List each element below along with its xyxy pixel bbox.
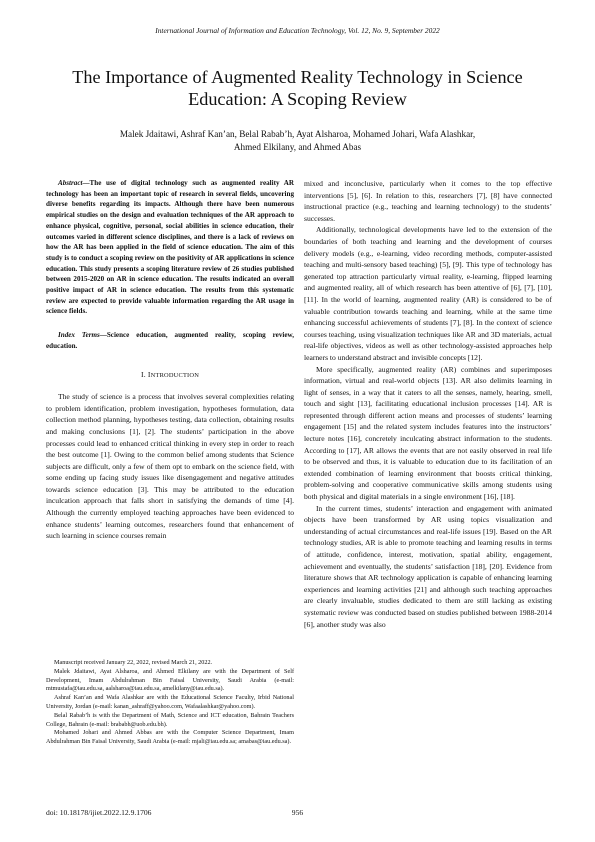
footnote-affiliation-2: Ashraf Kan’an and Wafa Alashkar are with the Educational Science Faculty, Irbid National University, Jordan (e-mail: kanan_ashraff@yahoo.com, Wafaalashkar@yahoo.com). — [46, 694, 294, 710]
footnote-affiliation-4: Mohamed Johari and Ahmed Abbas are with the Computer Science Department, Imam Abdulrahman Bin Faisal University, Saudi Arabia (e-mail: mjali@iau.edu.sa; amabas@iau.edu.sa). — [46, 729, 294, 746]
abstract-lead: Abstract — [58, 179, 83, 187]
doi-link[interactable]: doi: 10.18178/ijiet.2022.12.9.1706 — [46, 808, 152, 817]
section-first-letter: I — [147, 369, 151, 379]
index-terms-lead: Index Terms — [58, 331, 100, 340]
footnotes — [46, 659, 294, 747]
author-line-2: Ahmed Elkilany, and Ahmed Abas — [233, 142, 362, 152]
section-title-rest: NTRODUCTION — [150, 371, 200, 379]
section-heading-introduction — [46, 369, 294, 382]
footnote-affiliation-3: Belal Rabab’h is with the Department of Math, Science and ICT education, Bahrain Teachers College, Bahrain (e-mail: brababh@uob.edu.bh). — [46, 711, 294, 728]
section-numeral: I. — [140, 369, 146, 379]
body-paragraph-continued: mixed and inconclusive, particularly when it comes to the top effective interventions [5], [6]. In relation to this, researchers [7], [8] have connected instructional practice (e.g., teaching and learning technology) to the students’ successes. — [304, 179, 552, 223]
body-paragraph-2: Additionally, technological developments have led to the extension of the boundaries of both teaching and learning and the development of courses delivery models (e.g., e-learning, video recording methods, computer-assisted teaching and multi-sensory based teaching) [5], [9]. This type of technology has generated top attraction particularly virtual reality, e-learning, flipped learning and augmented reality, all of which research has been attentive of [6], [7], [10], [11]. In the world of learning, augmented reality (AR) is considered to be of valuable contribution towards teaching and learning, while at the same time enhancing successful achievements of students [7], [8]. In the context of science courses teaching, using visualization techniques like AR and 3D materials, actual real-life objectives, videos as well as other technology-assisted approaches help learners to understand abstract and invisible concepts [12]. — [304, 225, 552, 362]
paper-title: The Importance of Augmented Reality Technology in Science Education: A Scoping Review — [72, 67, 523, 109]
intro-paragraph-1: The study of science is a process that involves several complexities relating to problem identification, problem investigation, hypotheses formulation, data collection method planning, hypotheses testing, data collection, obtaining results and making conclusions [1], [2]. The students’ participation in the above processes could lead to enhanced critical thinking in every step in order to reach the best outcome [1]. Owing to the common belief among students that Science subjects are difficult, only a few of them opt to embark on the science field, with some ending up facing study issues like disengagement and negative attitudes towards science education [3]. This may be attributed to the education inculcation approach that falls short in satisfying the demands of time [4]. Although the currently employed teaching approaches have been evidenced to enhance students’ learning outcomes, researchers found that enhancement of such learning in science courses remain — [46, 392, 294, 541]
footnote-affiliation-1: Malek Jdaitawi, Ayat Alsharoa, and Ahmed Elkilany are with the Department of Self Development, Imam Abdulrahman Bin Faisal University, Saudi Arabia (e-mail: mtmustafa@iau.edu.sa, aalsharoa@iau.edu.sa, amelkilany@iau.edu.sa). — [46, 667, 294, 693]
index-terms — [46, 330, 294, 351]
left-column — [46, 178, 294, 542]
abstract-text: —The use of digital technology such as augmented reality AR technology has been an important topic of research in several fields, uncovering diverse benefits regarding its impacts. Although there have been numerous empirical studies on the design and evaluation techniques of the AR approach to enhance physical, cognitive, personal, social abilities in science education, their outcomes varied in different science disciplines, and there is a lack of reviews on how the AR has been applied in the field of science education. The aim of this study is to conduct a scoping review on the positivity of AR applications in science education. This study presents a scoping literature review of 26 studies published between 2015-2020 on AR in science education. The results indicated an overall positive impact of AR in science education. The results from this systematic review are expected to provide valuable information regarding the AR usage in science fields. — [46, 179, 294, 316]
author-line-1: Malek Jdaitawi, Ashraf Kan’an, Belal Rabab’h, Ayat Alsharoa, Mohamed Johari, Wafa Alashkar, — [119, 129, 476, 139]
body-paragraph-3: More specifically, augmented reality (AR) combines and superimposes information, virtual and real-world objects [13]. AR also delimits learning in light of senses, in a way that it caters to all the senses, namely, hearing, smell, touch and sight [13], facilitating educational inclusion processes [14]. AR is represented through different action means and processes of students’ learning engagement [15] and the related system includes features into the instructors’ lecture notes [16], concretely inculcating abstract information to the students. According to [17], AR allows the events that are not easily observed in real life to be observed and thus, it is valuable to education due to its facilitation of an extended combination of learning environment that boosts critical thinking, problem-solving and cooperative communicative skills among students using both physical and digital materials in a single environment [16], [18]. — [304, 364, 552, 502]
journal-running-header: International Journal of Information and Education Technology, Vol. 12, No. 9, September 2022 — [155, 26, 440, 35]
footnote-received: Manuscript received January 22, 2022, revised March 21, 2022. — [54, 659, 213, 666]
index-terms-text: —Science education, augmented reality, scoping review, education. — [46, 331, 294, 350]
abstract — [46, 178, 294, 317]
author-list — [60, 128, 535, 154]
right-column — [304, 178, 552, 630]
page-number: 956 — [291, 808, 304, 817]
body-paragraph-4: In the current times, students’ interaction and engagement with animated objects have been transformed by AR using topics visualization and understanding of actual circumstances and real-life issues [19]. Based on the AR technology studies, AR is able to promote teaching and learning results in terms of attitude, confidence, interest, motivation, spatial ability, engagement, achievement and eventually, the students’ satisfaction [18], [20]. Evidence from literature shows that AR technology application is capable of enhancing learning experiences and learning activities [21] and although such teaching approaches are clearly invaluable, studies dedicated to them are still lacking as existing systematic review was conducted based on studies published between 1988-2014 [6], another study was also — [304, 503, 552, 629]
